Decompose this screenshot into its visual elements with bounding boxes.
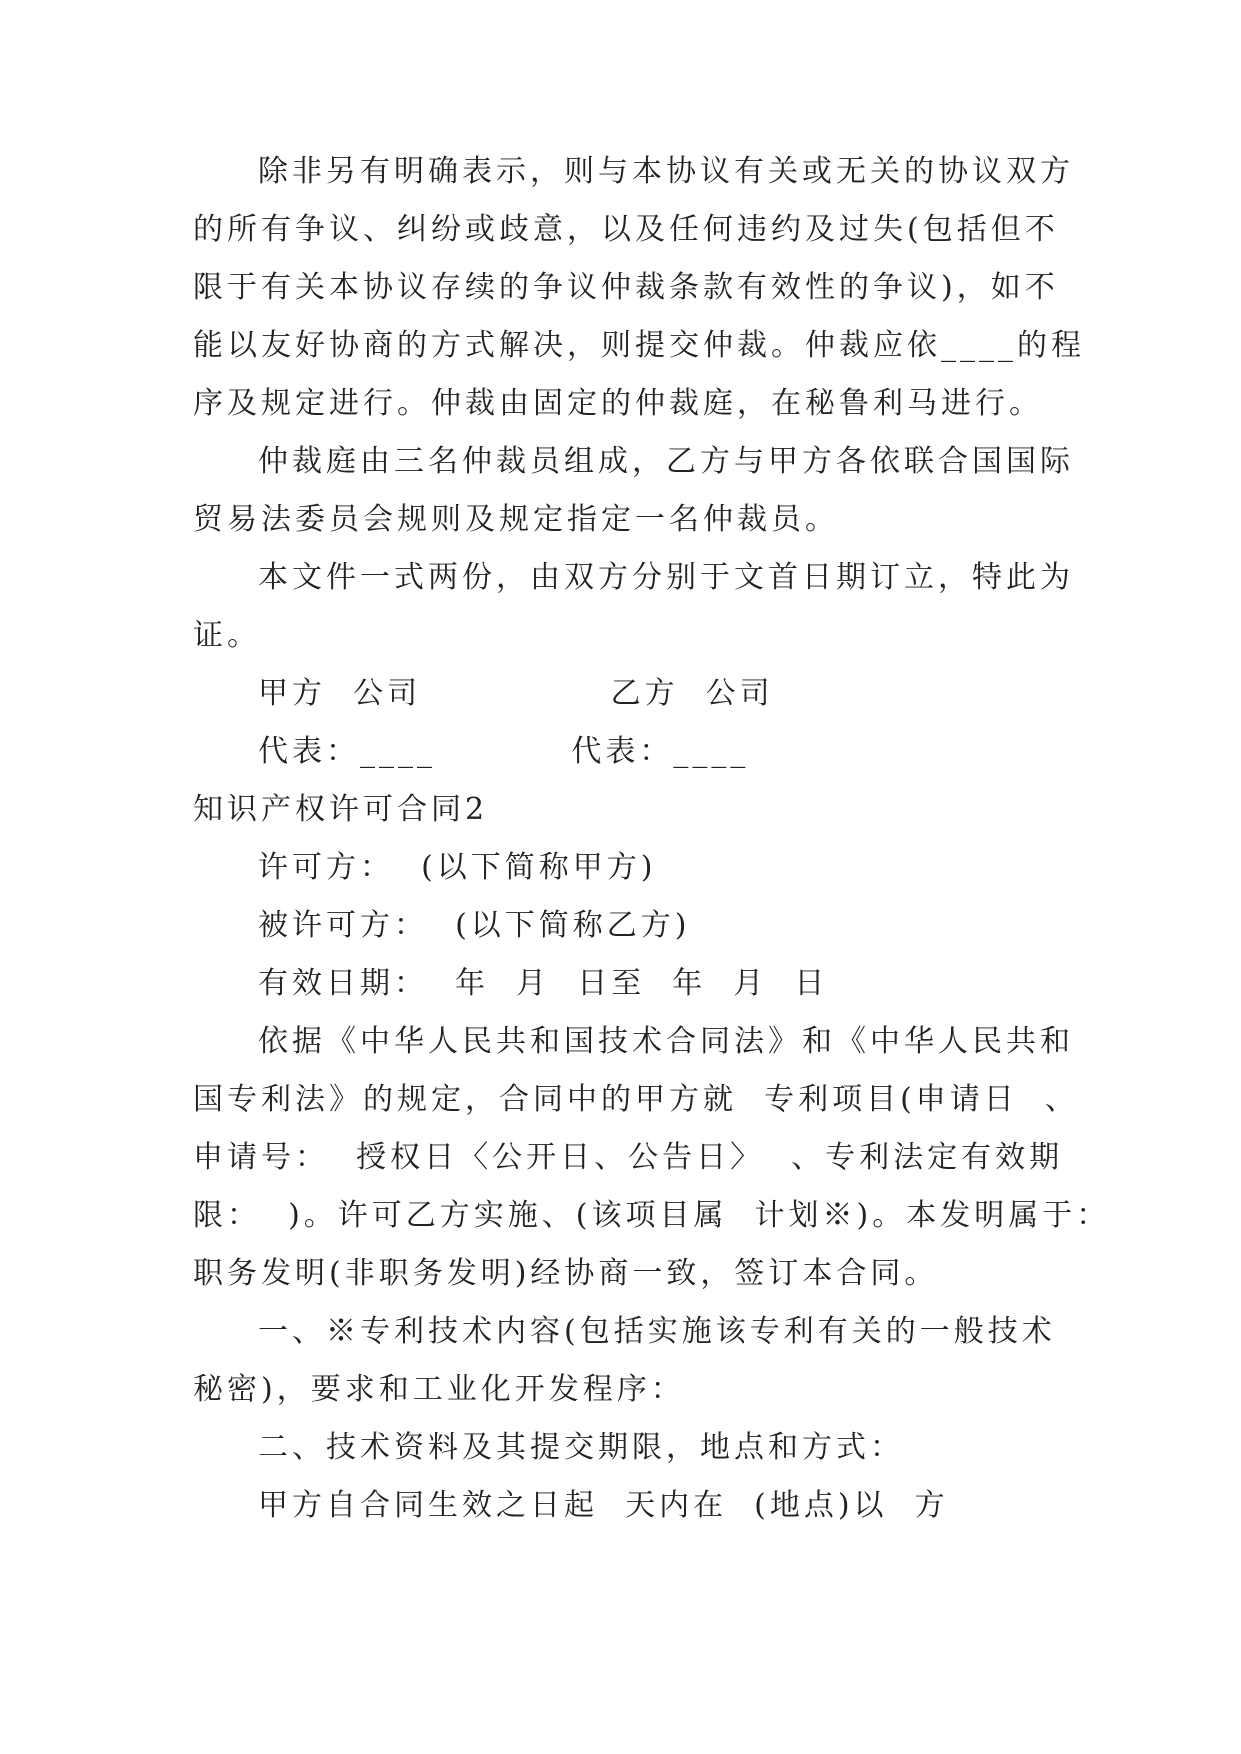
paragraph-line: 除非另有明确表示，则与本协议有关或无关的协议双方: [258, 154, 1074, 189]
effective-date-line: 有效日期： 年 月 日至 年 月 日: [258, 966, 829, 1001]
paragraph-line: 申请号： 授权日〈公开日、公告日〉 、专利法定有效期: [193, 1140, 1064, 1175]
licensor-line: 许可方： (以下简称甲方): [258, 850, 657, 885]
paragraph-line: 秘密)，要求和工业化开发程序：: [193, 1372, 685, 1407]
paragraph-line: 序及规定进行。仲裁由固定的仲裁庭，在秘鲁利马进行。: [193, 386, 1043, 421]
licensee-line: 被许可方： (以下简称乙方): [258, 908, 691, 943]
paragraph-line: 限于有关本协议存续的争议仲裁条款有效性的争议)，如不: [193, 270, 1059, 305]
paragraph-line: 依据《中华人民共和国技术合同法》和《中华人民共和: [258, 1024, 1074, 1059]
paragraph-line: 甲方自合同生效之日起 天内在 (地点)以 方: [258, 1488, 949, 1523]
paragraph-line: 职务发明(非职务发明)经协商一致，签订本合同。: [193, 1256, 939, 1291]
paragraph-line: 国专利法》的规定，合同中的甲方就 专利项目(申请日 、: [193, 1082, 1079, 1117]
paragraph-line: 贸易法委员会规则及规定指定一名仲裁员。: [193, 502, 839, 537]
paragraph-line: 证。: [193, 618, 261, 653]
section-heading: 一、※专利技术内容(包括实施该专利有关的一般技术: [258, 1314, 1056, 1349]
paragraph-line: 限： )。许可乙方实施、(该项目属 计划※)。本发明属于：: [193, 1198, 1111, 1233]
signature-representative-line: 代表：____ 代表：____: [258, 734, 750, 769]
paragraph-line: 本文件一式两份，由双方分别于文首日期订立，特此为: [258, 560, 1074, 595]
signature-party-line: 甲方 公司 乙方 公司: [258, 676, 774, 711]
paragraph-line: 仲裁庭由三名仲裁员组成，乙方与甲方各依联合国国际: [258, 444, 1074, 479]
contract-title: 知识产权许可合同2: [193, 792, 489, 827]
paragraph-line: 能以友好协商的方式解决，则提交仲裁。仲裁应依____的程: [193, 328, 1085, 363]
section-heading: 二、技术资料及其提交期限，地点和方式：: [258, 1430, 904, 1465]
paragraph-line: 的所有争议、纠纷或歧意，以及任何违约及过失(包括但不: [193, 212, 1059, 247]
